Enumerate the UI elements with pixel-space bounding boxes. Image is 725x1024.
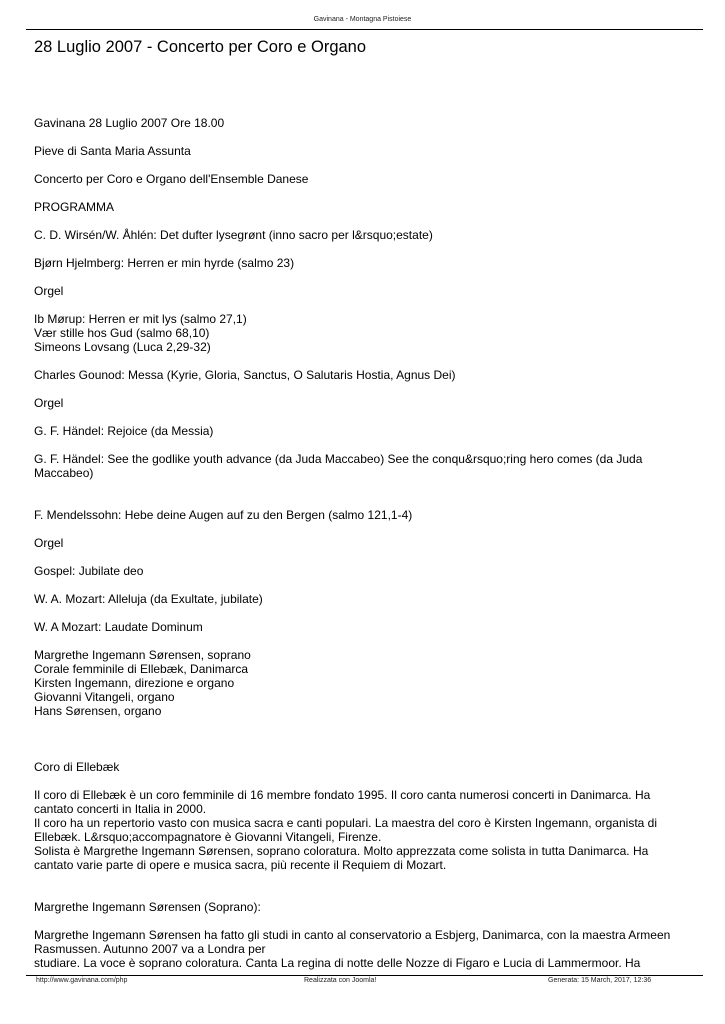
program-line: G. F. Händel: See the godlike youth advance (da Juda Maccabeo) See the conqu&rsquo;ring hero comes (da Juda — [34, 452, 643, 466]
coro-line: cantato concerti in Italia in 2000. — [34, 802, 207, 816]
coro-line: Il coro ha un repertorio vasto con musica sacra e canti populari. La maestra del coro è Kirsten Ingemann, organista di — [34, 816, 657, 830]
coro-line: Il coro di Ellebæk è un coro femminile di 16 membre fondato 1995. Il coro canta numerosi concerti in Danimarca. Ha — [34, 788, 651, 802]
event-venue: Pieve di Santa Maria Assunta — [34, 144, 191, 158]
coro-line: Solista è Margrethe Ingemann Sørensen, soprano coloratura. Molto apprezzata come solista in tutta Danimarca. Ha — [34, 844, 649, 858]
coro-line: cantato varie parte di opere e musica sacra, più recente il Requiem di Mozart. — [34, 858, 447, 872]
article-title: 28 Luglio 2007 - Concerto per Coro e Organo — [34, 38, 367, 56]
program-line: Maccabeo) — [34, 466, 94, 480]
header-rule — [26, 29, 703, 30]
footer-made-with: Realizzata con Joomla! — [304, 977, 377, 984]
program-item: Orgel — [34, 536, 64, 550]
spacer — [34, 732, 694, 760]
footer-generated: Generata: 15 March, 2017, 12:36 — [548, 977, 652, 984]
program-line: Ib Mørup: Herren er mit lys (salmo 27,1) — [34, 312, 247, 326]
footer-rule — [26, 975, 703, 976]
coro-heading: Coro di Ellebæk — [34, 760, 120, 774]
event-date: Gavinana 28 Luglio 2007 Ore 18.00 — [34, 116, 225, 130]
soprano-heading: Margrethe Ingemann Sørensen (Soprano): — [34, 900, 261, 914]
programma-heading: PROGRAMMA — [34, 200, 115, 214]
program-line: Simeons Lovsang (Luca 2,29-32) — [34, 340, 211, 354]
coro-line: Ellebæk. L&rsquo;accompagnatore è Giovanni Vitangeli, Firenze. — [34, 830, 382, 844]
footer-url-link[interactable]: http://www.gavinana.com/php — [36, 977, 128, 984]
event-description: Concerto per Coro e Organo dell'Ensemble Danese — [34, 172, 309, 186]
performer: Kirsten Ingemann, direzione e organo — [34, 676, 235, 690]
program-item: Orgel — [34, 396, 64, 410]
program-item: Bjørn Hjelmberg: Herren er min hyrde (salmo 23) — [34, 256, 295, 270]
soprano-line: studiare. La voce è soprano coloratura. Canta La regina di notte delle Nozze di Figaro e Lucia di Lammermoor. Ha — [34, 956, 641, 970]
performer: Corale femminile di Ellebæk, Danimarca — [34, 662, 249, 676]
program-line: Vær stille hos Gud (salmo 68,10) — [34, 326, 210, 340]
program-item: C. D. Wirsén/W. Åhlén: Det dufter lysegrønt (inno sacro per l&rsquo;estate) — [34, 228, 433, 242]
soprano-line: Rasmussen. Autunno 2007 va a Londra per — [34, 942, 266, 956]
coro-description — [34, 788, 694, 872]
spacer — [34, 886, 694, 900]
performers-list — [34, 648, 694, 718]
performer: Margrethe Ingemann Sørensen, soprano — [34, 648, 251, 662]
performer: Giovanni Vitangeli, organo — [34, 690, 175, 704]
program-item: Orgel — [34, 284, 64, 298]
program-item: F. Mendelssohn: Hebe deine Augen auf zu den Bergen (salmo 121,1-4) — [34, 508, 413, 522]
site-header: Gavinana - Montagna Pistoiese — [313, 16, 412, 23]
program-item: W. A. Mozart: Alleluja (da Exultate, jubilate) — [34, 592, 263, 606]
soprano-line: Margrethe Ingemann Sørensen ha fatto gli studi in canto al conservatorio a Esbjerg, Danimarca, con la maestra Armeen — [34, 928, 671, 942]
performer: Hans Sørensen, organo — [34, 704, 162, 718]
program-item: Gospel: Jubilate deo — [34, 564, 144, 578]
soprano-description — [34, 928, 694, 970]
program-item: Charles Gounod: Messa (Kyrie, Gloria, Sanctus, O Salutaris Hostia, Agnus Dei) — [34, 368, 456, 382]
article-body — [34, 116, 694, 974]
program-item-group — [34, 452, 694, 480]
program-item-group — [34, 312, 694, 354]
program-item: W. A Mozart: Laudate Dominum — [34, 620, 203, 634]
spacer — [34, 494, 694, 508]
program-item: G. F. Händel: Rejoice (da Messia) — [34, 424, 214, 438]
